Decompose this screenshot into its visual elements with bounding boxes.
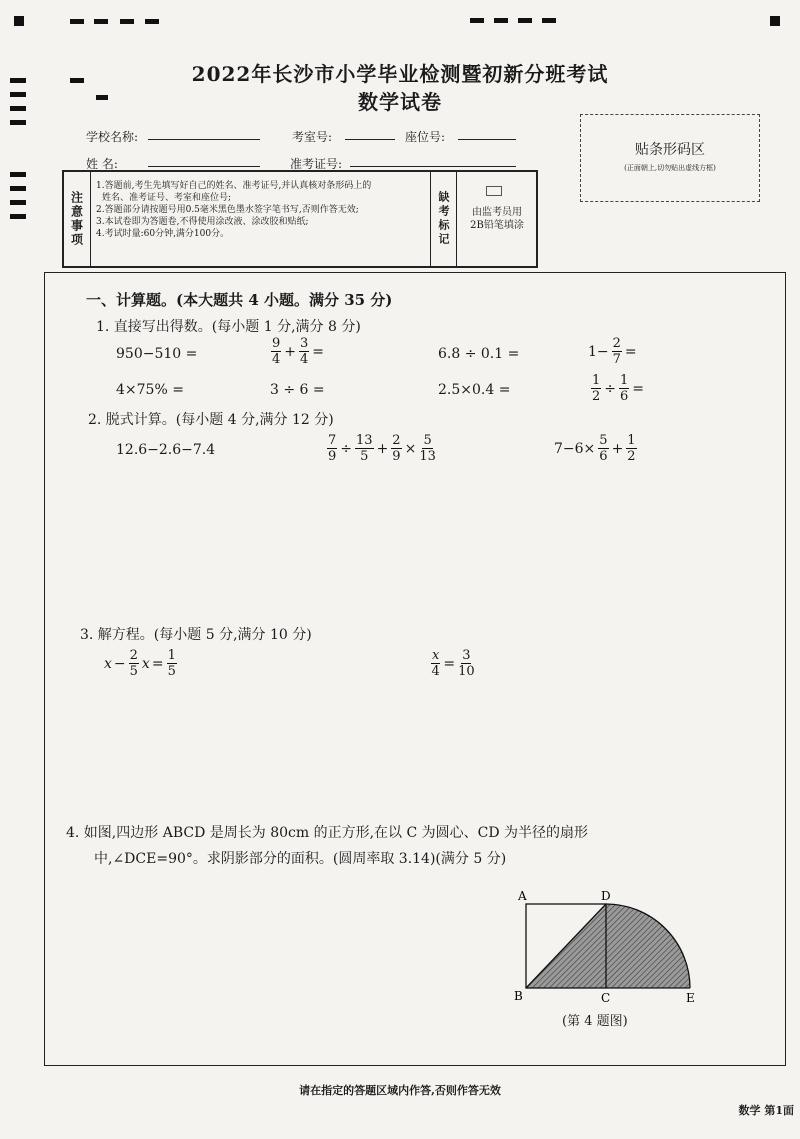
registration-mark [10, 200, 26, 205]
name-field[interactable] [148, 152, 260, 167]
q3-expr-2: $\frac{x}{4}$ = $\frac{3}{10}$ [431, 648, 475, 679]
point-e-label: E [686, 991, 695, 1005]
point-b-label: B [514, 989, 523, 1003]
room-field[interactable] [345, 125, 395, 140]
q1-expr-3: 6.8 ÷ 0.1 = [438, 346, 520, 362]
exam-id-field[interactable] [350, 152, 516, 167]
barcode-title: 贴条形码区 [635, 142, 705, 158]
notice-label: 注意事项 [69, 191, 84, 247]
q2-expr-2: $\frac{7}{9}$ ÷ $\frac{13}{5}$ + $\frac{2}{9}$ × $\frac{5}{13}$ [328, 433, 436, 464]
notice-item: 3.本试卷即为答题卷,不得使用涂改液、涂改胶和贴纸; [96, 217, 309, 227]
notice-item: 2.答题部分请按题号用0.5毫米黑色墨水签字笔书写,否则作答无效; [96, 205, 359, 215]
q2-expr-1: 12.6−2.6−7.4 [116, 442, 216, 458]
registration-mark [70, 19, 84, 24]
absent-label: 缺考标记 [437, 191, 450, 247]
shaded-region [526, 904, 690, 988]
q3-label: 3. 解方程。(每小题 5 分,满分 10 分) [80, 627, 312, 643]
footer-warning: 请在指定的答题区域内作答,否则作答无效 [299, 1084, 501, 1097]
notice-item: 4.考试时量:60分钟,满分100分。 [96, 229, 230, 239]
section-heading: 一、计算题。(本大题共 4 小题。满分 35 分) [86, 291, 393, 309]
registration-mark [770, 16, 780, 26]
q2-expr-3: 7−6× $\frac{5}{6}$ + $\frac{1}{2}$ [554, 433, 636, 464]
registration-mark [94, 19, 108, 24]
q1-expr-8: $\frac{1}{2}$ ÷ $\frac{1}{6}$ = [592, 373, 645, 404]
registration-mark [494, 18, 508, 23]
barcode-area [580, 114, 760, 202]
notice-box [62, 170, 538, 268]
page-number: 数学 第1面 [738, 1104, 794, 1117]
exam-title: 2022年长沙市小学毕业检测暨初新分班考试 [191, 62, 609, 86]
exam-subtitle: 数学试卷 [358, 90, 442, 114]
q4-line-1: 4. 如图,四边形 ABCD 是周长为 80cm 的正方形,在以 C 为圆心、CD 为半径的扇形 [66, 825, 589, 841]
registration-mark [10, 186, 26, 191]
registration-mark [10, 214, 26, 219]
q1-expr-2: $\frac{9}{4}$ + $\frac{3}{4}$ = [272, 336, 325, 367]
registration-mark [542, 18, 556, 23]
registration-mark [14, 16, 24, 26]
registration-mark [10, 120, 26, 125]
point-c-label: C [601, 991, 611, 1005]
barcode-note: (正面朝上,切勿贴出虚线方框) [624, 164, 716, 172]
registration-mark [120, 19, 134, 24]
q1-expr-5: 4×75% = [116, 382, 184, 398]
absent-note: 由监考员用2B铅笔填涂 [470, 207, 524, 231]
point-a-label: A [518, 889, 527, 903]
notice-item: 1.答题前,考生先填写好自己的姓名、准考证号,并认真核对条形码上的 [96, 181, 372, 191]
exam-id-label: 准考证号: [290, 157, 343, 171]
name-label: 姓 名: [86, 157, 118, 171]
notice-item: 姓名、准考证号、考室和座位号; [102, 193, 232, 203]
q2-label: 2. 脱式计算。(每小题 4 分,满分 12 分) [88, 412, 334, 428]
q1-expr-1: 950−510 = [116, 346, 198, 362]
notice-items [96, 180, 426, 240]
registration-mark [518, 18, 532, 23]
school-field[interactable] [148, 125, 260, 140]
q3-expr-1: x − $\frac{2}{5}$ x = $\frac{1}{5}$ [104, 648, 176, 679]
room-label: 考室号: [292, 130, 333, 144]
q1-label: 1. 直接写出得数。(每小题 1 分,满分 8 分) [96, 319, 361, 335]
seat-field[interactable] [458, 125, 516, 140]
point-d-label: D [601, 889, 611, 903]
absent-checkbox[interactable] [486, 186, 502, 196]
registration-mark [10, 172, 26, 177]
q4-line-2: 中,∠DCE=90°。求阴影部分的面积。(圆周率取 3.14)(满分 5 分) [94, 851, 507, 867]
school-label: 学校名称: [86, 130, 139, 144]
registration-mark [145, 19, 159, 24]
q1-expr-4: 1− $\frac{2}{7}$ = [588, 336, 637, 367]
q1-expr-7: 2.5×0.4 = [438, 382, 511, 398]
q1-expr-6: 3 ÷ 6 = [270, 382, 325, 398]
registration-mark [470, 18, 484, 23]
q4-figure-caption: (第 4 题图) [562, 1014, 628, 1029]
seat-label: 座位号: [405, 130, 446, 144]
